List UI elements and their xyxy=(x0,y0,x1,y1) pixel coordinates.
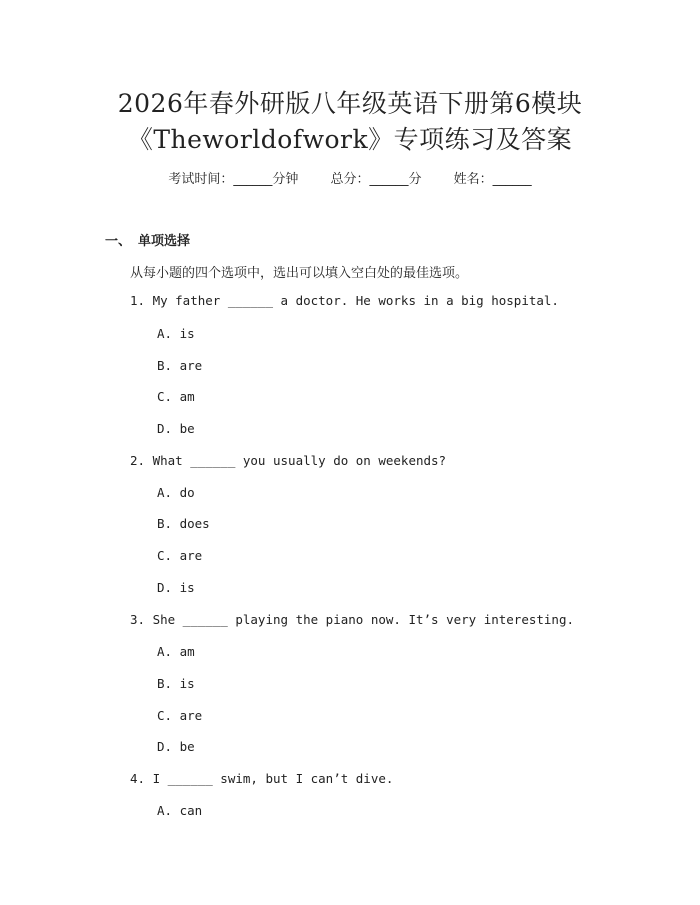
question-2-option-a: A. do xyxy=(157,485,195,500)
question-3-option-b: B. is xyxy=(157,676,195,691)
question-1-option-c: C. am xyxy=(157,389,195,404)
page-title-line-2: 《Theworldofwork》专项练习及答案 xyxy=(127,125,573,154)
question-3-option-d: D. be xyxy=(157,739,195,754)
section-number: 一、 xyxy=(105,234,132,249)
exam-name: 姓名：______ xyxy=(453,172,532,187)
section-instruction: 从每小题的四个选项中，选出可以填入空白处的最佳选项。 xyxy=(130,266,469,281)
exam-score: 总分：______分 xyxy=(330,172,422,187)
question-1: 1. My father ______ a doctor. He works in a big hospital. xyxy=(130,293,559,308)
exam-time: 考试时间：______分钟 xyxy=(168,172,299,187)
question-2: 2. What ______ you usually do on weekends? xyxy=(130,453,447,468)
question-1-option-b: B. are xyxy=(157,358,203,373)
question-3-option-a: A. am xyxy=(157,644,195,659)
section-heading xyxy=(105,230,190,249)
question-4-option-a: A. can xyxy=(157,803,203,818)
question-3: 3. She ______ playing the piano now. It’s very interesting. xyxy=(130,612,575,627)
question-4: 4. I ______ swim, but I can’t dive. xyxy=(130,771,394,786)
page-title-line-1: 2026年春外研版八年级英语下册第6模块 xyxy=(117,89,583,118)
question-3-option-c: C. are xyxy=(157,708,203,723)
question-2-option-d: D. is xyxy=(157,580,195,595)
section-title: 单项选择 xyxy=(138,234,191,249)
exam-meta xyxy=(0,168,700,187)
question-2-option-c: C. are xyxy=(157,548,203,563)
question-2-option-b: B. does xyxy=(157,516,210,531)
question-1-option-d: D. be xyxy=(157,421,195,436)
question-1-option-a: A. is xyxy=(157,326,195,341)
